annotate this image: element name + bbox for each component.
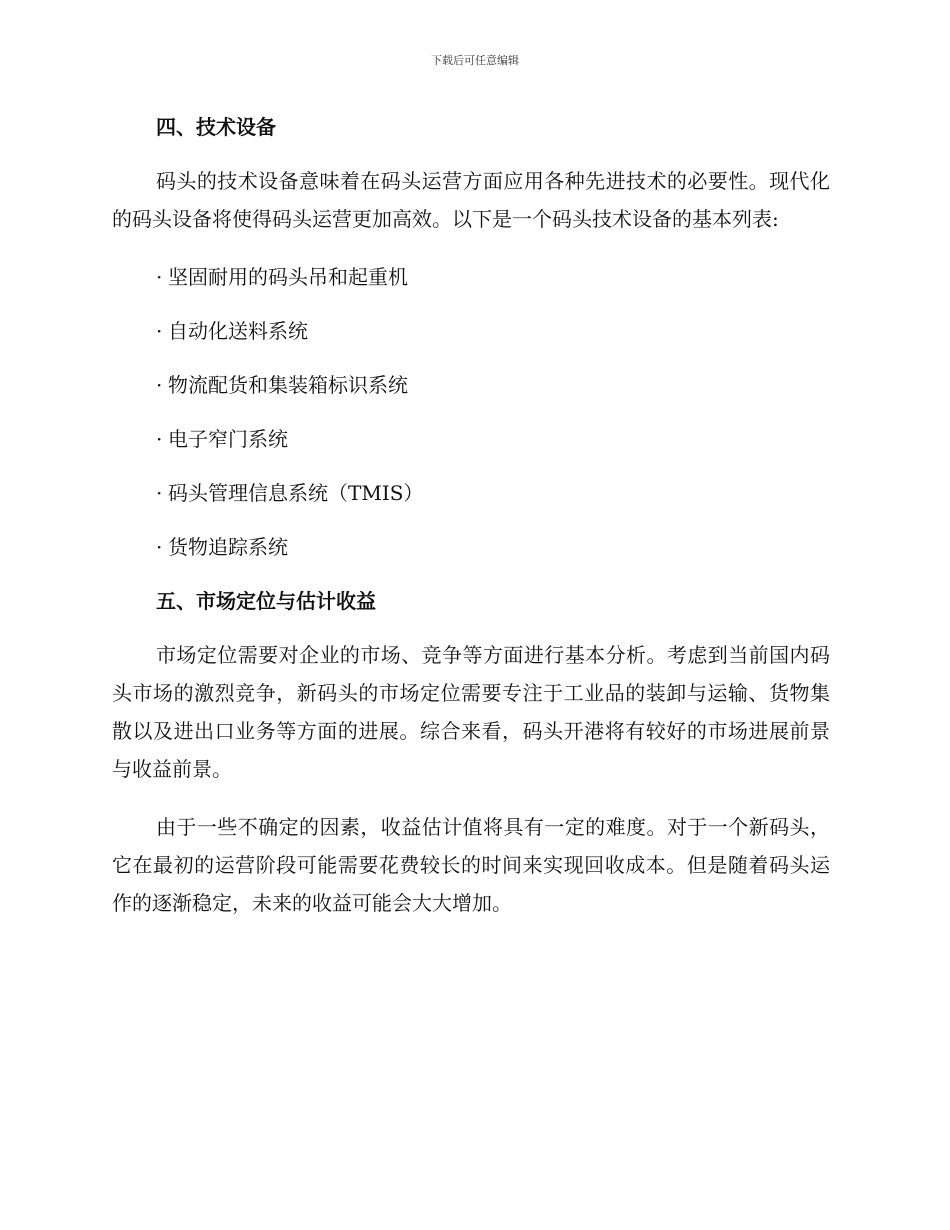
bullet-dot: ·	[156, 265, 163, 289]
section-5-heading: 五、市场定位与估计收益	[156, 589, 376, 613]
list-item-text: 坚固耐用的码头吊和起重机	[168, 265, 408, 289]
list-item	[112, 420, 830, 458]
bullet-dot: ·	[156, 319, 163, 343]
bullet-dot: ·	[156, 373, 163, 397]
running-header: 下载后可任意编辑	[431, 54, 519, 67]
page-content	[112, 108, 830, 942]
section-4-heading: 四、技术设备	[156, 115, 276, 139]
list-item	[112, 528, 830, 566]
list-item-text: 货物追踪系统	[168, 535, 288, 559]
section-5-paragraph-2: 由于一些不确定的因素，收益估计值将具有一定的难度。对于一个新码头，它在最初的运营阶段可能需要花费较长的时间来实现回收成本。但是随着码头运作的逐渐稳定，未来的收益可能会大大增加。	[112, 815, 830, 915]
list-item	[112, 258, 830, 296]
bullet-dot: ·	[156, 427, 163, 451]
list-item-text: 物流配货和集装箱标识系统	[168, 373, 408, 397]
bullet-dot: ·	[156, 481, 163, 505]
list-item-text: 自动化送料系统	[168, 319, 308, 343]
section-4-intro: 码头的技术设备意味着在码头运营方面应用各种先进技术的必要性。现代化的码头设备将使得码头运营更加高效。以下是一个码头技术设备的基本列表:	[112, 169, 830, 231]
list-item	[112, 312, 830, 350]
section-5-paragraph-1: 市场定位需要对企业的市场、竞争等方面进行基本分析。考虑到当前国内码头市场的激烈竞争，新码头的市场定位需要专注于工业品的装卸与运输、货物集散以及进出口业务等方面的进展。综合来看，码头开港将有较好的市场进展前景与收益前景。	[112, 643, 830, 781]
list-item-text: 电子窄门系统	[168, 427, 288, 451]
list-item	[112, 474, 830, 512]
list-item	[112, 366, 830, 404]
bullet-dot: ·	[156, 535, 163, 559]
list-item-text: 码头管理信息系统（TMIS）	[168, 481, 424, 505]
